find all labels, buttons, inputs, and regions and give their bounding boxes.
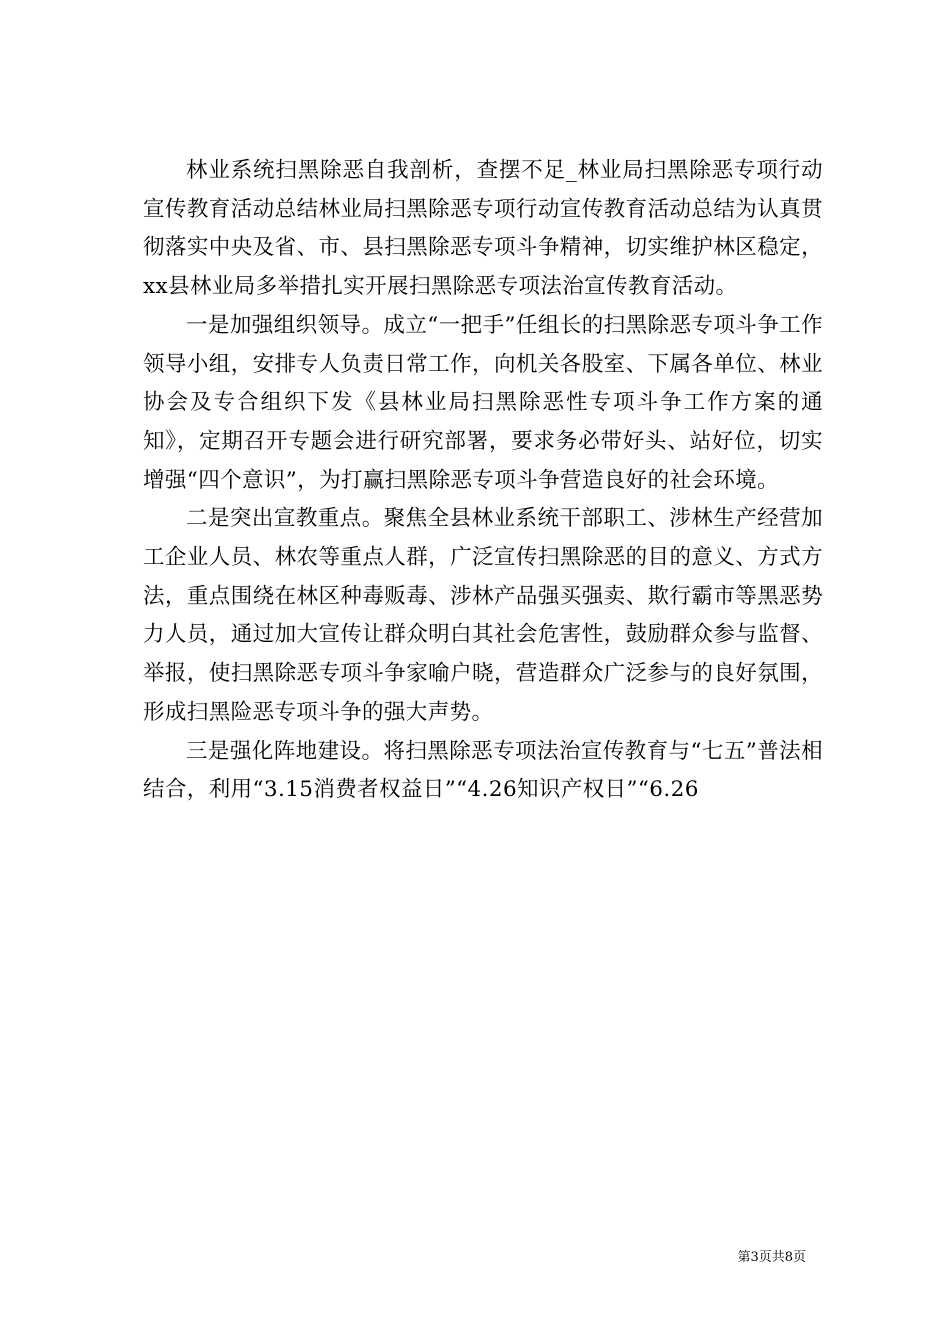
paragraph-organization: 一是加强组织领导。成立“一把手”任组长的扫黑除恶专项斗争工作领导小组，安排专人负责日常工作，向机关各股室、下属各单位、林业协会及专合组织下发《县林业局扫黑除恶性专项斗争工作方案的通知》，定期召开专题会进行研究部署，要求务必带好头、站好位，切实增强“四个意识”，为打赢扫黑除恶专项斗争营造良好的社会环境。	[143, 312, 823, 493]
paragraph-publicity-focus: 二是突出宣教重点。聚焦全县林业系统干部职工、涉林生产经营加工企业人员、林农等重点人群，广泛宣传扫黑除恶的目的意义、方式方法，重点围绕在林区种毒贩毒、涉林产品强买强卖、欺行霸市等黑恶势力人员，通过加大宣传让群众明白其社会危害性，鼓励群众参与监督、举报，使扫黑除恶专项斗争家喻户晓，营造群众广泛参与的良好氛围，形成扫黑险恶专项斗争的强大声势。	[143, 506, 823, 725]
paragraph-intro: 林业系统扫黑除恶自我剖析，查摆不足_林业局扫黑除恶专项行动宣传教育活动总结林业局扫黑除恶专项行动宣传教育活动总结为认真贯彻落实中央及省、市、县扫黑除恶专项斗争精神，切实维护林区稳定，xx县林业局多举措扎实开展扫黑除恶专项法治宣传教育活动。	[143, 158, 823, 300]
page-number: 第3页共8页	[737, 1250, 806, 1265]
page-footer	[0, 1248, 950, 1268]
document-body	[143, 152, 823, 810]
paragraph-position-building: 三是强化阵地建设。将扫黑除恶专项法治宣传教育与“七五”普法相结合，利用“3.15消费者权益日”“4.26知识产权日”“6.26	[143, 738, 823, 803]
